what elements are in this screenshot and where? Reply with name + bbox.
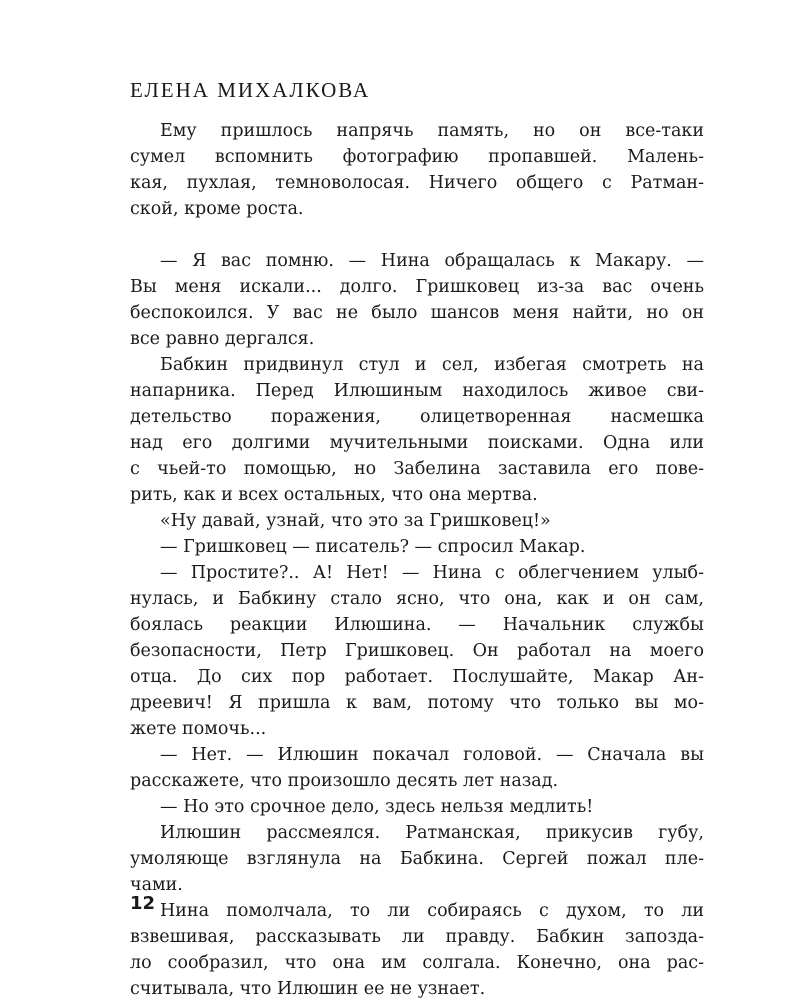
text-line: с чьей-то помощью, но Забелина заставила его пове-: [130, 459, 704, 479]
text-line: ской, кроме роста.: [130, 199, 304, 219]
text-line: Бабкин придвинул стул и сел, избегая смотреть на: [160, 355, 704, 375]
paragraph: [130, 248, 704, 352]
text-line: кая, пухлая, темноволосая. Ничего общего с Ратман-: [130, 173, 704, 193]
text-line: умоляюще взглянула на Бабкина. Сергей пожал пле-: [130, 849, 704, 869]
paragraph: [130, 820, 704, 898]
text-line: безопасности, Петр Гришковец. Он работал на моего: [130, 641, 704, 661]
text-line: — Но это срочное дело, здесь нельзя медлить!: [160, 797, 594, 817]
paragraph: [130, 794, 704, 820]
text-line: Вы меня искали... долго. Гришковец из-за вас очень: [130, 277, 704, 297]
paragraph: [130, 742, 704, 794]
text-line: рить, как и всех остальных, что она мертва.: [130, 485, 538, 505]
paragraph: [130, 534, 704, 560]
text-line: отца. До сих пор работает. Послушайте, Макар Ан-: [130, 667, 704, 687]
text-line: взвешивая, рассказывать ли правду. Бабкин запозда-: [130, 927, 704, 947]
text-line: ло сообразил, что она им солгала. Конечно, она рас-: [130, 953, 704, 973]
text-line: беспокоился. У вас не было шансов меня найти, но он: [130, 303, 704, 323]
text-line: — Гришковец — писатель? — спросил Макар.: [160, 537, 586, 557]
text-line: Ему пришлось напрячь память, но он все-таки: [160, 121, 704, 141]
page-number: 12: [130, 893, 156, 914]
text-line: над его долгими мучительными поисками. Одна или: [130, 433, 704, 453]
text-line: жете помочь...: [130, 719, 267, 739]
text-line: «Ну давай, узнай, что это за Гришковец!»: [160, 511, 551, 531]
text-line: — Простите?.. А! Нет! — Нина с облегчением улыб-: [160, 563, 704, 583]
paragraph: [130, 352, 704, 508]
paragraph-gap: [130, 222, 704, 248]
body-text: [130, 118, 704, 1002]
text-line: Илюшин рассмеялся. Ратманская, прикусив губу,: [160, 823, 704, 843]
text-line: детельство поражения, олицетворенная насмешка: [130, 407, 704, 427]
text-line: боялась реакции Илюшина. — Начальник службы: [130, 615, 704, 635]
text-line: — Нет. — Илюшин покачал головой. — Сначала вы: [160, 745, 704, 765]
running-header-author: ЕЛЕНА МИХАЛКОВА: [130, 78, 371, 102]
text-line: все равно дергался.: [130, 329, 315, 349]
text-line: нулась, и Бабкину стало ясно, что она, как и он сам,: [130, 589, 704, 609]
paragraph: [130, 118, 704, 222]
text-line: сумел вспомнить фотографию пропавшей. Малень-: [130, 147, 704, 167]
text-line: чами.: [130, 875, 183, 895]
paragraph: [130, 898, 704, 1002]
text-line: — Я вас помню. — Нина обращалась к Макару. —: [160, 251, 704, 271]
text-line: расскажете, что произошло десять лет назад.: [130, 771, 559, 791]
text-line: дреевич! Я пришла к вам, потому что только вы мо-: [130, 693, 704, 713]
paragraph: [130, 560, 704, 742]
text-line: Нина помолчала, то ли собираясь с духом, то ли: [160, 901, 704, 921]
text-line: напарника. Перед Илюшиным находилось живое сви-: [130, 381, 704, 401]
paragraph: [130, 508, 704, 534]
text-line: считывала, что Илюшин ее не узнает.: [130, 979, 486, 999]
